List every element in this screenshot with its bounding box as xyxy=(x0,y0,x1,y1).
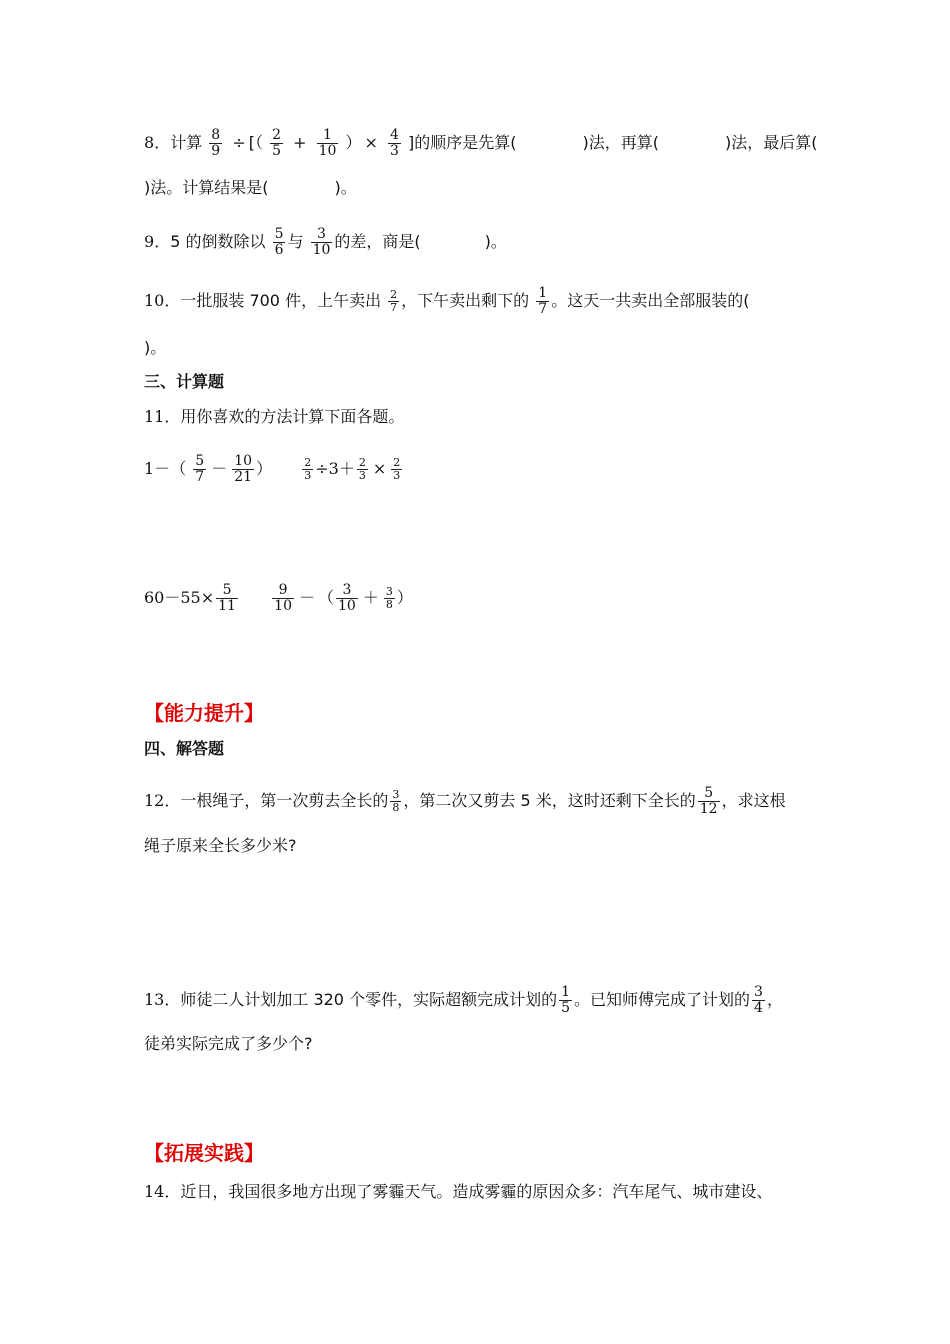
q13-fraction-1: $\frac{1}{5}$ xyxy=(561,984,570,1016)
question-10: 10．一批服装 700 件，上午卖出 $\frac{2}{7}$ ，下午卖出剩下的 $\frac{1}{7}$ 。这天一共卖出全部服装的( xyxy=(144,285,750,317)
question-13: 13．师徒二人计划加工 320 个零件，实际超额完成计划的 $\frac{1}{5}$ 。已知师傅完成了计划的 $\frac{3}{4}$ ， xyxy=(144,984,783,1016)
q11-e4-fraction-1: $\frac{9}{10}$ xyxy=(274,582,292,614)
q12-fraction-1: $\frac{3}{8}$ xyxy=(392,788,400,814)
q11-e1-fraction-1: $\frac{5}{7}$ xyxy=(195,453,205,485)
heading-ability: 【能力提升】 xyxy=(144,701,264,725)
q8-text-a: ．计算 xyxy=(154,133,203,152)
q11-expr-2: $\frac{2}{3}$ ÷3＋ $\frac{2}{3}$ × $\frac{2}{3}$ xyxy=(304,456,401,482)
q11-number: 11 xyxy=(144,407,165,426)
question-14: 14．近日，我国很多地方出现了雾霾天气。造成雾霾的原因众多：汽车尾气、城市建设、 xyxy=(144,1182,773,1201)
q13-fraction-2: $\frac{3}{4}$ xyxy=(754,984,763,1016)
q11-e2-fraction-2: $\frac{2}{3}$ xyxy=(358,456,366,482)
q8-fraction-4: $\frac{4}{3}$ xyxy=(390,127,399,159)
question-8: 8．计算 $\frac{8}{9}$ ÷ [（ $\frac{2}{5}$ + $\frac{1}{10}$ ） × $\frac{4}{3}$ ]的顺序是先算( )法，再算( )法，最后算( xyxy=(144,127,818,159)
q11-e3-fraction-1: $\frac{5}{11}$ xyxy=(218,582,236,614)
q11-e4-fraction-2: $\frac{3}{10}$ xyxy=(338,582,356,614)
q8-text-b: 的顺序是先算( xyxy=(414,133,517,152)
q10-fraction-2: $\frac{1}{7}$ xyxy=(538,285,548,317)
q8-fraction-3: $\frac{1}{10}$ xyxy=(318,127,337,159)
q11-e4-fraction-3: $\frac{3}{8}$ xyxy=(385,585,393,611)
section-3-title: 三、计算题 xyxy=(144,372,225,391)
q11-expression-row-1 xyxy=(144,454,404,485)
q8-text-c: )法，再算( xyxy=(582,133,660,152)
q9-number: 9 xyxy=(144,232,155,251)
q11-expr-3: 60－55× $\frac{5}{11}$ xyxy=(144,582,236,614)
q10-fraction-1: $\frac{2}{7}$ xyxy=(390,288,398,314)
q11-e2-fraction-1: $\frac{2}{3}$ xyxy=(304,456,312,482)
question-13-line-2: 徒弟实际完成了多少个? xyxy=(144,1034,313,1053)
heading-practice: 【拓展实践】 xyxy=(144,1141,264,1165)
q11-e2-fraction-3: $\frac{2}{3}$ xyxy=(393,456,401,482)
q12-number: 12 xyxy=(144,791,165,810)
question-12: 12．一根绳子，第一次剪去全长的 $\frac{3}{8}$ ，第二次又剪去 5 米，这时还剩下全长的 $\frac{5}{12}$ ，求这根 xyxy=(144,785,786,817)
q11-expr-1: 1－（ $\frac{5}{7}$ － $\frac{10}{21}$ ） xyxy=(144,453,273,485)
q13-number: 13 xyxy=(144,990,165,1009)
q8-fraction-2: $\frac{2}{5}$ xyxy=(272,127,281,159)
question-12-line-2: 绳子原来全长多少米? xyxy=(144,836,297,855)
q9-fraction-1: $\frac{5}{6}$ xyxy=(274,226,284,258)
q8-number: 8 xyxy=(144,133,155,152)
q11-e1-fraction-2: $\frac{10}{21}$ xyxy=(234,453,253,485)
q8-text-d: )法，最后算( xyxy=(725,133,818,152)
question-9: 9．5 的倒数除以 $\frac{5}{6}$ 与 $\frac{3}{10}$ 的差，商是( )。 xyxy=(144,226,507,258)
q12-fraction-2: $\frac{5}{12}$ xyxy=(699,785,718,817)
q8-fraction-1: $\frac{8}{9}$ xyxy=(211,127,221,159)
q11-expr-4: $\frac{9}{10}$ － （ $\frac{3}{10}$ ＋ $\frac{3}{8}$ ） xyxy=(274,582,413,614)
question-10-line-2: )。 xyxy=(144,338,167,357)
question-11: 11．用你喜欢的方法计算下面各题。 xyxy=(144,407,405,426)
q14-number: 14 xyxy=(144,1182,165,1201)
q9-fraction-2: $\frac{3}{10}$ xyxy=(312,226,331,258)
question-8-line-2: )法。计算结果是( )。 xyxy=(144,178,357,197)
section-4-title: 四、解答题 xyxy=(144,739,225,758)
q10-number: 10 xyxy=(144,291,165,310)
q11-expression-row-2 xyxy=(144,583,413,614)
